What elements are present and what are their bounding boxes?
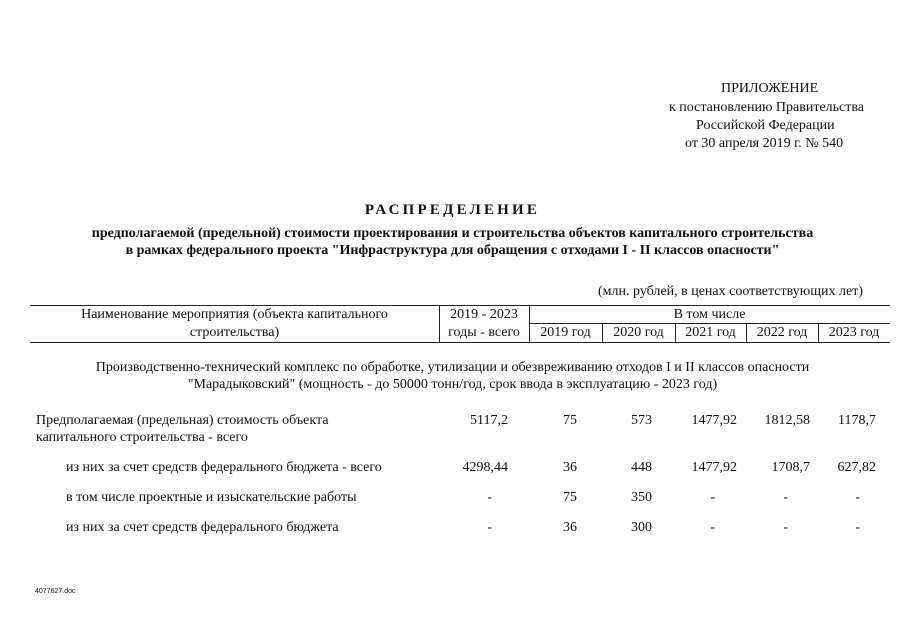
appendix-title: ПРИЛОЖЕНИЕ [721, 81, 819, 96]
document-subtitle-line-2: в рамках федерального проекта "Инфраструктура для обращения с отходами I - II классов опасности" [125, 243, 780, 258]
units-note: (млн. рублей, в ценах соответствующих лет) [598, 284, 863, 299]
header-total-line-2: годы - всего [448, 325, 520, 340]
cell-2019: 36 [563, 520, 577, 535]
cell-2019: 75 [563, 413, 577, 428]
header-including: В том числе [673, 307, 746, 322]
row-label-line-1: Предполагаемая (предельная) стоимость объекта [36, 413, 329, 428]
row-label-line-1: в том числе проектные и изыскательские работы [66, 490, 357, 505]
cell-2022: 1708,7 [771, 460, 810, 475]
cell-2019: 36 [563, 460, 577, 475]
document-subtitle-line-1: предполагаемой (предельной) стоимости проектирования и строительства объектов капитального строительства [91, 226, 814, 241]
appendix-line-1: к постановлению Правительства [669, 100, 865, 115]
cell-2022: - [783, 490, 788, 505]
row-label-line-1: из них за счет средств федерального бюджета [66, 520, 339, 535]
footer-filename: 4077627.doc [35, 588, 76, 595]
cell-2021: 1477,92 [691, 460, 737, 475]
cell-2021: - [710, 490, 715, 505]
cell-2020: 573 [631, 413, 652, 428]
cell-2022: 1812,58 [764, 413, 810, 428]
cell-2023: - [855, 490, 860, 505]
cell-total: - [487, 490, 492, 505]
header-year-2023: 2023 год [828, 325, 880, 340]
cell-2023: - [855, 520, 860, 535]
header-year-2022: 2022 год [756, 325, 808, 340]
appendix-line-2: Российской Федерации [696, 118, 835, 133]
cell-2021: 1477,92 [691, 413, 737, 428]
section-title-line-2: "Марадыковский" (мощность - до 50000 тонн/год, срок ввода в эксплуатацию - 2023 год) [187, 377, 718, 392]
row-label-line-2: капитального строительства - всего [36, 430, 248, 445]
header-name-line-1: Наименование мероприятия (объекта капитального [81, 307, 388, 322]
header-total-line-1: 2019 - 2023 [450, 307, 518, 322]
cell-total: 5117,2 [470, 413, 508, 428]
document-title: РАСПРЕДЕЛЕНИЕ [364, 202, 541, 218]
cell-2020: 350 [631, 490, 652, 505]
section-title-line-1: Производственно-технический комплекс по обработке, утилизации и обезвреживанию отходов I и II классов опасности [95, 360, 810, 375]
header-top-border [30, 305, 890, 306]
header-year-2019: 2019 год [540, 325, 591, 340]
cell-2023: 1178,7 [838, 413, 876, 428]
cell-2020: 300 [631, 520, 652, 535]
cell-total: - [487, 520, 492, 535]
header-mid-border [529, 323, 890, 324]
cell-2023: 627,82 [837, 460, 876, 475]
header-year-2020: 2020 год [613, 325, 664, 340]
row-label-line-1: из них за счет средств федерального бюджета - всего [66, 460, 382, 475]
cell-2021: - [710, 520, 715, 535]
cell-total: 4298,44 [462, 460, 508, 475]
header-bottom-border [30, 342, 890, 343]
cell-2022: - [783, 520, 788, 535]
cell-2019: 75 [563, 490, 577, 505]
appendix-line-3: от 30 апреля 2019 г. № 540 [685, 136, 844, 151]
cell-2020: 448 [631, 460, 652, 475]
header-year-2021: 2021 год [685, 325, 736, 340]
header-name-line-2: строительства) [189, 325, 280, 340]
